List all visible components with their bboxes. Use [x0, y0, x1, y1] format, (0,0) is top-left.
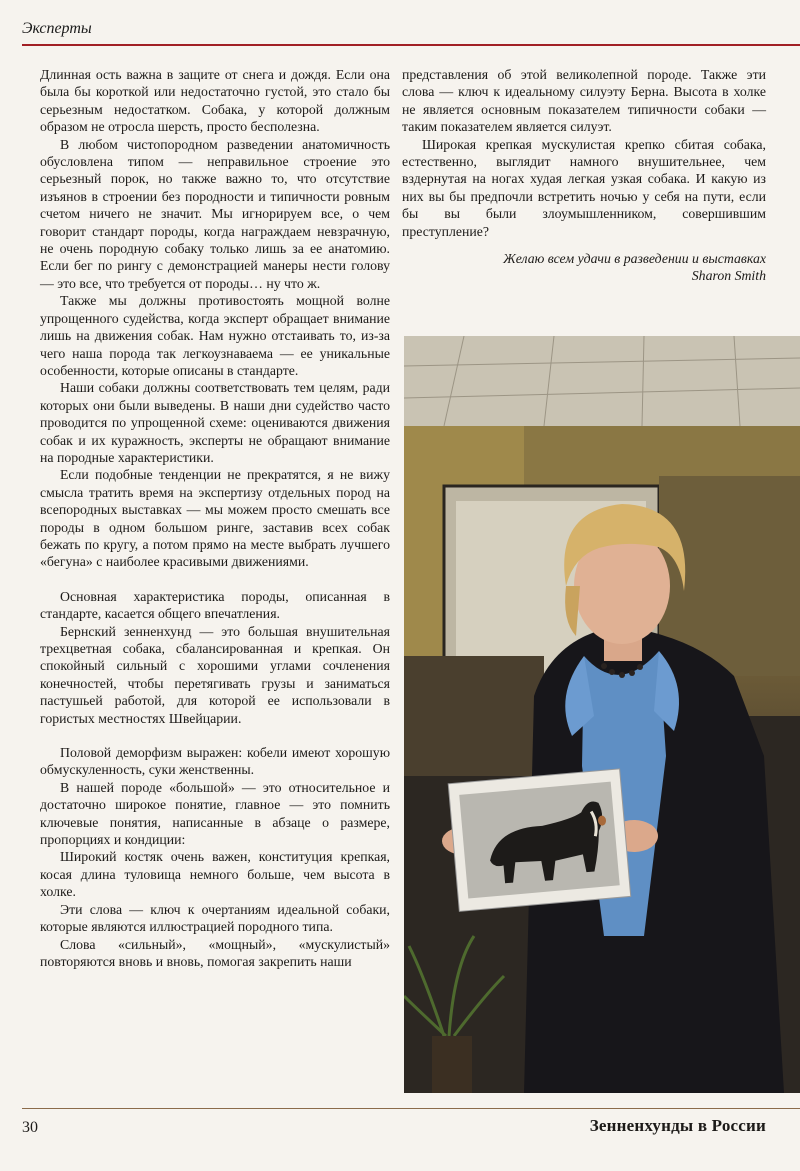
bottom-rule	[22, 1108, 800, 1109]
right-column	[402, 66, 766, 285]
paragraph: Если подобные тенденции не прекратятся, я не вижу смысла тратить время на экспертизу отдельных пород на всепородных выставках — мы можем просто смешать все породы в одном большом ринге, заставив всех собак бежать по кругу, а потом прямо на месте выбрать лучшего «бегуна» с наиболее красивыми движениями.	[40, 467, 390, 570]
photo-illustration	[404, 336, 800, 1093]
paragraph: представления об этой великолепной породе. Также эти слова — ключ к идеальному силуэту Берна. Высота в холке не является основным показателем типичности собаки — таким показателем является силуэт.	[402, 67, 766, 135]
paragraph: Эти слова — ключ к очертаниям идеальной собаки, которые являются иллюстрацией породного типа.	[40, 901, 390, 935]
paragraph: Бернский зенненхунд — это большая внушительная трехцветная собака, сбалансированная и крепкая. Он спокойный сильный с хорошими углами сочленения конечностей, чтобы перетягивать грузы и заниматься пастушьей работой, для которой ее использовали в гористых местностях Швейцарии.	[40, 623, 390, 726]
page-number: 30	[22, 1119, 38, 1136]
section-label: Эксперты	[22, 20, 92, 37]
signature-author: Sharon Smith	[691, 268, 766, 284]
paragraph: В любом чистопородном разведении анатомичность обусловлена типом — неправильное строение это серьезный порок, но также важно то, что отсутствие изъянов в строении без породности и типичности ровным счетом ничего не значит. Мы игнорируем все, о чем говорит стандарт породы, когда награждаем невзрачную, не очень породную собаку только лишь за ее анатомию. Если бег по рингу с демонстрацией манеры нести голову — это все, что требуется от породы… ну что ж.	[40, 136, 390, 291]
top-rule	[22, 44, 800, 46]
paragraph: Широкий костяк очень важен, конституция крепкая, косая длина туловища немного больше, чем высота в холке.	[40, 849, 390, 900]
left-column	[40, 66, 390, 970]
paragraph: Слова «сильный», «мощный», «мускулистый» повторяются вновь и вновь, помогая закрепить наши	[40, 936, 390, 969]
paragraph: Также мы должны противостоять мощной волне упрощенного судейства, когда эксперт обращает внимание лишь на движения собак. Нам нужно отстаивать то, из-за чего наша порода так легкоузнаваема — ее уникальные особенности, которые описаны в стандарте.	[40, 293, 390, 378]
paragraph: В нашей породе «большой» — это относительное и достаточно широкое понятие, главное — это помнить ключевые понятия, написанные в абзаце о размере, пропорциях и кондиции:	[40, 779, 390, 848]
paragraph-gap	[40, 727, 390, 744]
paragraph-gap	[40, 571, 390, 588]
paragraph: Наши собаки должны соответствовать тем целям, ради которых они были выведены. В наши дни судейство часто проводится по упрощенной схеме: оцениваются движения собак и их куражность, эксперты не обращают внимание на породные характеристики.	[40, 380, 390, 465]
paragraph: Широкая крепкая мускулистая крепко сбитая собака, естественно, выглядит намного внушительнее, чем вздернутая на ногах худая легкая узкая собака. И какую из них вы бы предпочли встретить ночью у себя на пути, если бы вы были злоумышленником, совершившим преступление?	[402, 136, 766, 239]
magazine-title: Зенненхунды в России	[589, 1116, 766, 1135]
photo-judge-with-dog-picture	[404, 336, 800, 1093]
signature-wish: Желаю всем удачи в разведении и выставках	[503, 251, 766, 267]
paragraph: Длинная ость важна в защите от снега и дождя. Если она была бы короткой или недостаточно густой, это стало бы серьезным недостатком. Собака, у которой должным образом не отросла шерсть, просто бесполезна.	[40, 67, 390, 135]
signature	[402, 250, 766, 285]
paragraph: Половой деморфизм выражен: кобели имеют хорошую обмускуленность, суки женственны.	[40, 745, 390, 778]
paragraph: Основная характеристика породы, описанная в стандарте, касается общего впечатления.	[40, 588, 390, 622]
